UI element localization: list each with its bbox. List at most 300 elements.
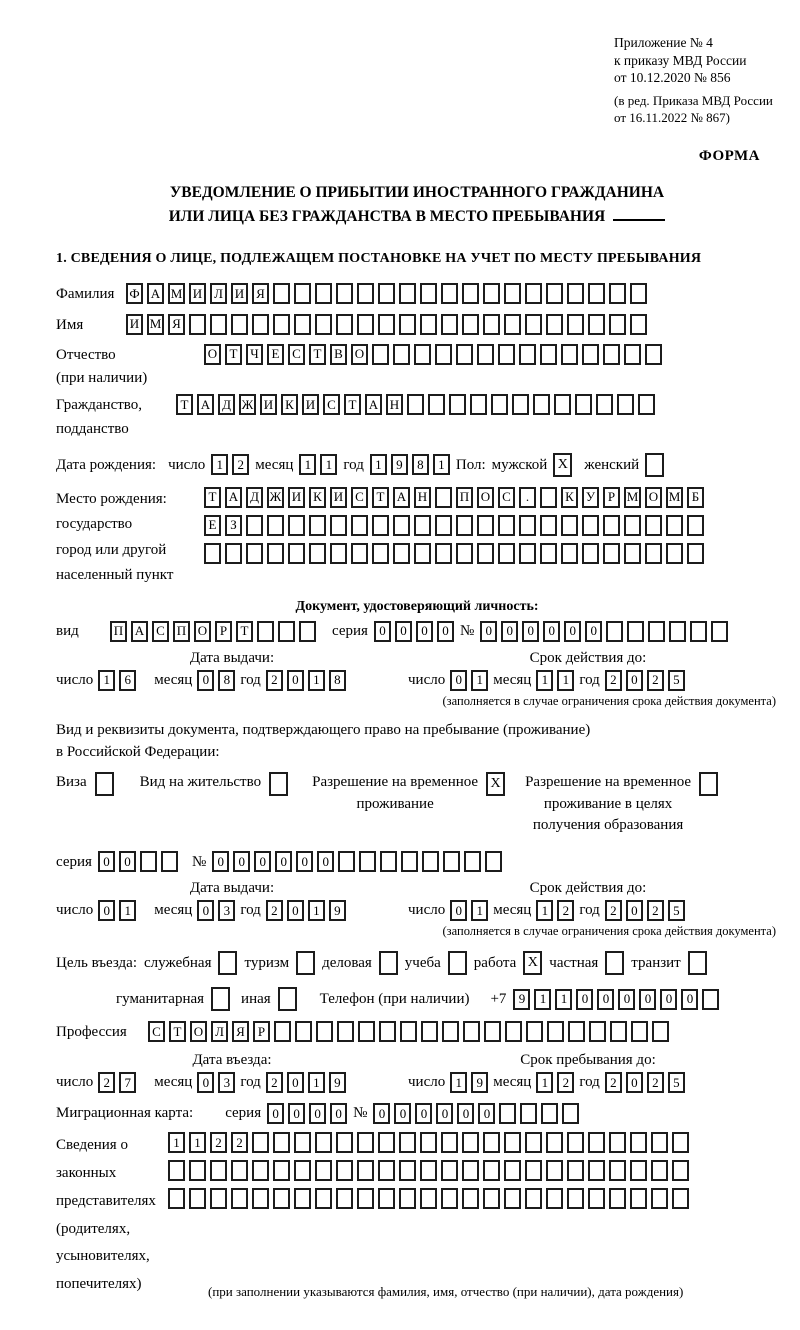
char-cell[interactable]: 0 bbox=[98, 900, 115, 921]
char-cell[interactable] bbox=[435, 487, 452, 508]
char-cell[interactable]: 5 bbox=[668, 1072, 685, 1093]
char-cell[interactable] bbox=[299, 621, 316, 642]
char-cell[interactable]: 5 bbox=[668, 670, 685, 691]
char-cell[interactable] bbox=[624, 344, 641, 365]
purpose-work-checkbox[interactable]: X bbox=[523, 951, 542, 975]
char-cell[interactable]: 1 bbox=[555, 989, 572, 1010]
char-cell[interactable] bbox=[294, 283, 311, 304]
citizenship-input[interactable] bbox=[176, 394, 655, 415]
char-cell[interactable] bbox=[533, 394, 550, 415]
char-cell[interactable]: Р bbox=[253, 1021, 270, 1042]
doc-expiry-year-input[interactable] bbox=[605, 670, 685, 691]
char-cell[interactable] bbox=[485, 851, 502, 872]
char-cell[interactable]: С bbox=[152, 621, 169, 642]
char-cell[interactable]: 0 bbox=[597, 989, 614, 1010]
char-cell[interactable]: И bbox=[302, 394, 319, 415]
char-cell[interactable]: 0 bbox=[395, 621, 412, 642]
char-cell[interactable] bbox=[336, 314, 353, 335]
char-cell[interactable]: З bbox=[225, 515, 242, 536]
char-cell[interactable] bbox=[645, 515, 662, 536]
char-cell[interactable]: 2 bbox=[605, 670, 622, 691]
char-cell[interactable]: 1 bbox=[211, 454, 228, 475]
char-cell[interactable]: Я bbox=[232, 1021, 249, 1042]
char-cell[interactable] bbox=[189, 314, 206, 335]
name-input[interactable] bbox=[126, 314, 647, 335]
char-cell[interactable]: Д bbox=[246, 487, 263, 508]
char-cell[interactable] bbox=[519, 344, 536, 365]
char-cell[interactable]: О bbox=[477, 487, 494, 508]
char-cell[interactable]: Р bbox=[215, 621, 232, 642]
char-cell[interactable] bbox=[561, 344, 578, 365]
char-cell[interactable] bbox=[562, 1103, 579, 1124]
char-cell[interactable] bbox=[504, 1160, 521, 1181]
char-cell[interactable] bbox=[596, 394, 613, 415]
char-cell[interactable] bbox=[603, 344, 620, 365]
char-cell[interactable] bbox=[372, 543, 389, 564]
char-cell[interactable] bbox=[575, 394, 592, 415]
char-cell[interactable] bbox=[651, 1132, 668, 1153]
char-cell[interactable]: 0 bbox=[197, 900, 214, 921]
char-cell[interactable]: М bbox=[168, 283, 185, 304]
char-cell[interactable]: Т bbox=[236, 621, 253, 642]
char-cell[interactable]: 2 bbox=[232, 454, 249, 475]
char-cell[interactable] bbox=[401, 851, 418, 872]
char-cell[interactable] bbox=[554, 394, 571, 415]
char-cell[interactable] bbox=[483, 1188, 500, 1209]
char-cell[interactable] bbox=[651, 1160, 668, 1181]
char-cell[interactable] bbox=[638, 394, 655, 415]
char-cell[interactable] bbox=[399, 314, 416, 335]
char-cell[interactable]: К bbox=[309, 487, 326, 508]
char-cell[interactable] bbox=[231, 314, 248, 335]
char-cell[interactable] bbox=[567, 1160, 584, 1181]
char-cell[interactable] bbox=[330, 543, 347, 564]
char-cell[interactable] bbox=[546, 1160, 563, 1181]
char-cell[interactable] bbox=[666, 543, 683, 564]
char-cell[interactable] bbox=[540, 543, 557, 564]
char-cell[interactable] bbox=[351, 515, 368, 536]
char-cell[interactable]: С bbox=[323, 394, 340, 415]
char-cell[interactable]: Ч bbox=[246, 344, 263, 365]
char-cell[interactable] bbox=[252, 314, 269, 335]
char-cell[interactable]: С bbox=[148, 1021, 165, 1042]
char-cell[interactable]: 1 bbox=[308, 670, 325, 691]
char-cell[interactable] bbox=[561, 515, 578, 536]
char-cell[interactable]: 0 bbox=[681, 989, 698, 1010]
char-cell[interactable] bbox=[499, 1103, 516, 1124]
char-cell[interactable] bbox=[337, 1021, 354, 1042]
char-cell[interactable]: 1 bbox=[557, 670, 574, 691]
char-cell[interactable] bbox=[484, 1021, 501, 1042]
rvp-issue-year-input[interactable] bbox=[266, 900, 346, 921]
char-cell[interactable] bbox=[288, 543, 305, 564]
char-cell[interactable]: 1 bbox=[308, 900, 325, 921]
char-cell[interactable]: А bbox=[393, 487, 410, 508]
char-cell[interactable] bbox=[420, 1160, 437, 1181]
char-cell[interactable] bbox=[547, 1021, 564, 1042]
char-cell[interactable] bbox=[336, 283, 353, 304]
char-cell[interactable] bbox=[274, 1021, 291, 1042]
char-cell[interactable]: 0 bbox=[618, 989, 635, 1010]
char-cell[interactable] bbox=[526, 1021, 543, 1042]
char-cell[interactable] bbox=[161, 851, 178, 872]
visa-checkbox[interactable] bbox=[95, 772, 114, 796]
char-cell[interactable] bbox=[210, 1160, 227, 1181]
char-cell[interactable] bbox=[609, 314, 626, 335]
char-cell[interactable] bbox=[393, 344, 410, 365]
char-cell[interactable] bbox=[358, 1021, 375, 1042]
doc-series-input[interactable] bbox=[374, 621, 454, 642]
char-cell[interactable]: Б bbox=[687, 487, 704, 508]
purpose-business-checkbox[interactable] bbox=[379, 951, 398, 975]
char-cell[interactable]: 1 bbox=[320, 454, 337, 475]
purpose-private-checkbox[interactable] bbox=[605, 951, 624, 975]
rvp-issue-day-input[interactable] bbox=[98, 900, 136, 921]
char-cell[interactable] bbox=[399, 283, 416, 304]
char-cell[interactable]: 1 bbox=[471, 900, 488, 921]
char-cell[interactable] bbox=[316, 1021, 333, 1042]
char-cell[interactable]: М bbox=[147, 314, 164, 335]
char-cell[interactable] bbox=[267, 543, 284, 564]
sex-male-checkbox[interactable]: X bbox=[553, 453, 572, 477]
char-cell[interactable] bbox=[651, 1188, 668, 1209]
char-cell[interactable] bbox=[372, 344, 389, 365]
char-cell[interactable] bbox=[231, 1188, 248, 1209]
char-cell[interactable] bbox=[315, 1188, 332, 1209]
char-cell[interactable] bbox=[399, 1160, 416, 1181]
char-cell[interactable] bbox=[441, 1160, 458, 1181]
residence-permit-checkbox[interactable] bbox=[269, 772, 288, 796]
doc-issue-month-input[interactable] bbox=[197, 670, 235, 691]
char-cell[interactable] bbox=[278, 621, 295, 642]
temp-residence-checkbox[interactable]: X bbox=[486, 772, 505, 796]
char-cell[interactable]: 1 bbox=[308, 1072, 325, 1093]
char-cell[interactable] bbox=[624, 543, 641, 564]
char-cell[interactable]: 9 bbox=[391, 454, 408, 475]
char-cell[interactable] bbox=[273, 283, 290, 304]
char-cell[interactable] bbox=[609, 1188, 626, 1209]
char-cell[interactable] bbox=[351, 543, 368, 564]
char-cell[interactable] bbox=[648, 621, 665, 642]
char-cell[interactable] bbox=[420, 283, 437, 304]
char-cell[interactable]: Е bbox=[204, 515, 221, 536]
char-cell[interactable]: 0 bbox=[254, 851, 271, 872]
char-cell[interactable] bbox=[588, 1160, 605, 1181]
doc-number-input[interactable] bbox=[480, 621, 728, 642]
char-cell[interactable] bbox=[140, 851, 157, 872]
char-cell[interactable]: 2 bbox=[266, 900, 283, 921]
char-cell[interactable] bbox=[582, 344, 599, 365]
char-cell[interactable] bbox=[330, 515, 347, 536]
char-cell[interactable] bbox=[588, 283, 605, 304]
char-cell[interactable]: 0 bbox=[478, 1103, 495, 1124]
char-cell[interactable] bbox=[603, 515, 620, 536]
char-cell[interactable]: 3 bbox=[218, 1072, 235, 1093]
char-cell[interactable]: 0 bbox=[233, 851, 250, 872]
char-cell[interactable]: . bbox=[519, 487, 536, 508]
char-cell[interactable] bbox=[435, 344, 452, 365]
stay-year-input[interactable] bbox=[605, 1072, 685, 1093]
doc-issue-day-input[interactable] bbox=[98, 670, 136, 691]
char-cell[interactable] bbox=[610, 1021, 627, 1042]
char-cell[interactable] bbox=[462, 314, 479, 335]
char-cell[interactable] bbox=[168, 1160, 185, 1181]
char-cell[interactable] bbox=[315, 1160, 332, 1181]
char-cell[interactable]: Т bbox=[169, 1021, 186, 1042]
char-cell[interactable]: 8 bbox=[218, 670, 235, 691]
char-cell[interactable] bbox=[546, 283, 563, 304]
char-cell[interactable] bbox=[295, 1021, 312, 1042]
char-cell[interactable]: 0 bbox=[212, 851, 229, 872]
purpose-official-checkbox[interactable] bbox=[218, 951, 237, 975]
char-cell[interactable]: Т bbox=[344, 394, 361, 415]
char-cell[interactable] bbox=[525, 314, 542, 335]
char-cell[interactable]: 0 bbox=[626, 670, 643, 691]
char-cell[interactable]: 0 bbox=[287, 1072, 304, 1093]
char-cell[interactable]: К bbox=[561, 487, 578, 508]
char-cell[interactable]: П bbox=[173, 621, 190, 642]
char-cell[interactable] bbox=[273, 314, 290, 335]
char-cell[interactable] bbox=[588, 1188, 605, 1209]
sex-female-checkbox[interactable] bbox=[645, 453, 664, 477]
char-cell[interactable] bbox=[441, 1132, 458, 1153]
char-cell[interactable] bbox=[606, 621, 623, 642]
char-cell[interactable] bbox=[463, 1021, 480, 1042]
char-cell[interactable]: 0 bbox=[626, 900, 643, 921]
char-cell[interactable]: 0 bbox=[197, 1072, 214, 1093]
doc-issue-year-input[interactable] bbox=[266, 670, 346, 691]
char-cell[interactable]: М bbox=[624, 487, 641, 508]
char-cell[interactable] bbox=[525, 1132, 542, 1153]
char-cell[interactable] bbox=[336, 1132, 353, 1153]
char-cell[interactable] bbox=[666, 515, 683, 536]
char-cell[interactable] bbox=[477, 344, 494, 365]
char-cell[interactable] bbox=[568, 1021, 585, 1042]
char-cell[interactable]: 2 bbox=[605, 1072, 622, 1093]
char-cell[interactable]: Р bbox=[603, 487, 620, 508]
char-cell[interactable] bbox=[627, 621, 644, 642]
char-cell[interactable] bbox=[204, 543, 221, 564]
char-cell[interactable] bbox=[414, 344, 431, 365]
char-cell[interactable]: 5 bbox=[668, 900, 685, 921]
char-cell[interactable] bbox=[630, 1188, 647, 1209]
char-cell[interactable] bbox=[378, 314, 395, 335]
char-cell[interactable]: 0 bbox=[522, 621, 539, 642]
char-cell[interactable] bbox=[609, 1132, 626, 1153]
stay-month-input[interactable] bbox=[536, 1072, 574, 1093]
char-cell[interactable]: 1 bbox=[536, 670, 553, 691]
char-cell[interactable] bbox=[294, 1188, 311, 1209]
char-cell[interactable] bbox=[462, 1132, 479, 1153]
char-cell[interactable] bbox=[400, 1021, 417, 1042]
char-cell[interactable] bbox=[420, 1188, 437, 1209]
purpose-humanitarian-checkbox[interactable] bbox=[211, 987, 230, 1011]
doc-expiry-month-input[interactable] bbox=[536, 670, 574, 691]
char-cell[interactable]: 2 bbox=[557, 900, 574, 921]
char-cell[interactable] bbox=[582, 543, 599, 564]
char-cell[interactable] bbox=[630, 1160, 647, 1181]
char-cell[interactable] bbox=[483, 1160, 500, 1181]
char-cell[interactable] bbox=[393, 515, 410, 536]
char-cell[interactable]: 0 bbox=[585, 621, 602, 642]
char-cell[interactable]: 9 bbox=[329, 1072, 346, 1093]
rvp-expiry-year-input[interactable] bbox=[605, 900, 685, 921]
mig-series-input[interactable] bbox=[267, 1103, 347, 1124]
char-cell[interactable] bbox=[645, 344, 662, 365]
char-cell[interactable] bbox=[504, 314, 521, 335]
char-cell[interactable]: 0 bbox=[98, 851, 115, 872]
char-cell[interactable]: Т bbox=[372, 487, 389, 508]
char-cell[interactable]: 0 bbox=[501, 621, 518, 642]
char-cell[interactable]: А bbox=[147, 283, 164, 304]
char-cell[interactable]: А bbox=[197, 394, 214, 415]
char-cell[interactable] bbox=[288, 515, 305, 536]
char-cell[interactable] bbox=[428, 394, 445, 415]
char-cell[interactable]: О bbox=[194, 621, 211, 642]
char-cell[interactable] bbox=[372, 515, 389, 536]
char-cell[interactable]: М bbox=[666, 487, 683, 508]
char-cell[interactable] bbox=[702, 989, 719, 1010]
char-cell[interactable]: 0 bbox=[267, 1103, 284, 1124]
purpose-other-checkbox[interactable] bbox=[278, 987, 297, 1011]
char-cell[interactable] bbox=[687, 543, 704, 564]
char-cell[interactable]: 3 bbox=[218, 900, 235, 921]
char-cell[interactable] bbox=[588, 314, 605, 335]
char-cell[interactable] bbox=[652, 1021, 669, 1042]
char-cell[interactable]: П bbox=[456, 487, 473, 508]
char-cell[interactable]: Ж bbox=[239, 394, 256, 415]
char-cell[interactable] bbox=[630, 1132, 647, 1153]
char-cell[interactable] bbox=[273, 1160, 290, 1181]
char-cell[interactable] bbox=[603, 543, 620, 564]
char-cell[interactable]: Я bbox=[252, 283, 269, 304]
birth-day-input[interactable] bbox=[211, 454, 249, 475]
char-cell[interactable]: 0 bbox=[415, 1103, 432, 1124]
char-cell[interactable]: 0 bbox=[437, 621, 454, 642]
char-cell[interactable]: 1 bbox=[370, 454, 387, 475]
char-cell[interactable]: 1 bbox=[471, 670, 488, 691]
char-cell[interactable] bbox=[525, 283, 542, 304]
char-cell[interactable]: Т bbox=[309, 344, 326, 365]
char-cell[interactable] bbox=[189, 1160, 206, 1181]
char-cell[interactable] bbox=[378, 1160, 395, 1181]
char-cell[interactable] bbox=[631, 1021, 648, 1042]
char-cell[interactable]: 0 bbox=[660, 989, 677, 1010]
char-cell[interactable] bbox=[252, 1160, 269, 1181]
char-cell[interactable]: 0 bbox=[626, 1072, 643, 1093]
char-cell[interactable]: 2 bbox=[266, 670, 283, 691]
char-cell[interactable] bbox=[435, 515, 452, 536]
representatives-line2-input[interactable] bbox=[168, 1160, 689, 1181]
char-cell[interactable] bbox=[422, 851, 439, 872]
char-cell[interactable]: К bbox=[281, 394, 298, 415]
char-cell[interactable]: С bbox=[351, 487, 368, 508]
char-cell[interactable] bbox=[399, 1188, 416, 1209]
char-cell[interactable]: 0 bbox=[457, 1103, 474, 1124]
char-cell[interactable] bbox=[540, 487, 557, 508]
char-cell[interactable]: 1 bbox=[536, 900, 553, 921]
char-cell[interactable]: Т bbox=[176, 394, 193, 415]
char-cell[interactable] bbox=[252, 1132, 269, 1153]
char-cell[interactable]: 0 bbox=[543, 621, 560, 642]
char-cell[interactable] bbox=[309, 543, 326, 564]
char-cell[interactable] bbox=[456, 344, 473, 365]
char-cell[interactable] bbox=[491, 394, 508, 415]
char-cell[interactable] bbox=[690, 621, 707, 642]
char-cell[interactable]: 0 bbox=[287, 670, 304, 691]
char-cell[interactable] bbox=[456, 543, 473, 564]
char-cell[interactable] bbox=[498, 344, 515, 365]
char-cell[interactable] bbox=[380, 851, 397, 872]
char-cell[interactable] bbox=[645, 543, 662, 564]
char-cell[interactable] bbox=[462, 1160, 479, 1181]
char-cell[interactable]: 0 bbox=[373, 1103, 390, 1124]
char-cell[interactable]: Е bbox=[267, 344, 284, 365]
char-cell[interactable] bbox=[294, 314, 311, 335]
char-cell[interactable] bbox=[420, 314, 437, 335]
char-cell[interactable] bbox=[519, 543, 536, 564]
char-cell[interactable]: 0 bbox=[288, 1103, 305, 1124]
char-cell[interactable]: И bbox=[260, 394, 277, 415]
patronymic-input[interactable] bbox=[204, 344, 662, 365]
char-cell[interactable] bbox=[441, 314, 458, 335]
char-cell[interactable]: Ф bbox=[126, 283, 143, 304]
char-cell[interactable] bbox=[357, 314, 374, 335]
char-cell[interactable] bbox=[393, 543, 410, 564]
char-cell[interactable] bbox=[315, 1132, 332, 1153]
char-cell[interactable]: О bbox=[204, 344, 221, 365]
char-cell[interactable] bbox=[504, 1132, 521, 1153]
char-cell[interactable] bbox=[464, 851, 481, 872]
char-cell[interactable]: 1 bbox=[189, 1132, 206, 1153]
char-cell[interactable]: П bbox=[110, 621, 127, 642]
char-cell[interactable]: С bbox=[288, 344, 305, 365]
char-cell[interactable] bbox=[273, 1132, 290, 1153]
char-cell[interactable] bbox=[246, 515, 263, 536]
doc-kind-input[interactable] bbox=[110, 621, 316, 642]
char-cell[interactable]: 2 bbox=[266, 1072, 283, 1093]
surname-input[interactable] bbox=[126, 283, 647, 304]
char-cell[interactable] bbox=[441, 283, 458, 304]
char-cell[interactable]: И bbox=[330, 487, 347, 508]
char-cell[interactable]: 0 bbox=[374, 621, 391, 642]
purpose-tourism-checkbox[interactable] bbox=[296, 951, 315, 975]
entry-year-input[interactable] bbox=[266, 1072, 346, 1093]
char-cell[interactable]: И bbox=[288, 487, 305, 508]
char-cell[interactable] bbox=[443, 851, 460, 872]
char-cell[interactable]: 0 bbox=[197, 670, 214, 691]
char-cell[interactable] bbox=[210, 314, 227, 335]
char-cell[interactable] bbox=[477, 515, 494, 536]
char-cell[interactable]: А bbox=[131, 621, 148, 642]
char-cell[interactable] bbox=[252, 1188, 269, 1209]
char-cell[interactable] bbox=[483, 283, 500, 304]
char-cell[interactable] bbox=[421, 1021, 438, 1042]
char-cell[interactable]: Я bbox=[168, 314, 185, 335]
char-cell[interactable] bbox=[379, 1021, 396, 1042]
char-cell[interactable] bbox=[567, 283, 584, 304]
char-cell[interactable]: 0 bbox=[564, 621, 581, 642]
char-cell[interactable]: С bbox=[498, 487, 515, 508]
rvp-expiry-month-input[interactable] bbox=[536, 900, 574, 921]
char-cell[interactable]: 0 bbox=[287, 900, 304, 921]
char-cell[interactable] bbox=[420, 1132, 437, 1153]
char-cell[interactable]: Т bbox=[204, 487, 221, 508]
char-cell[interactable]: 0 bbox=[576, 989, 593, 1010]
char-cell[interactable]: 2 bbox=[210, 1132, 227, 1153]
char-cell[interactable] bbox=[617, 394, 634, 415]
char-cell[interactable]: И bbox=[189, 283, 206, 304]
